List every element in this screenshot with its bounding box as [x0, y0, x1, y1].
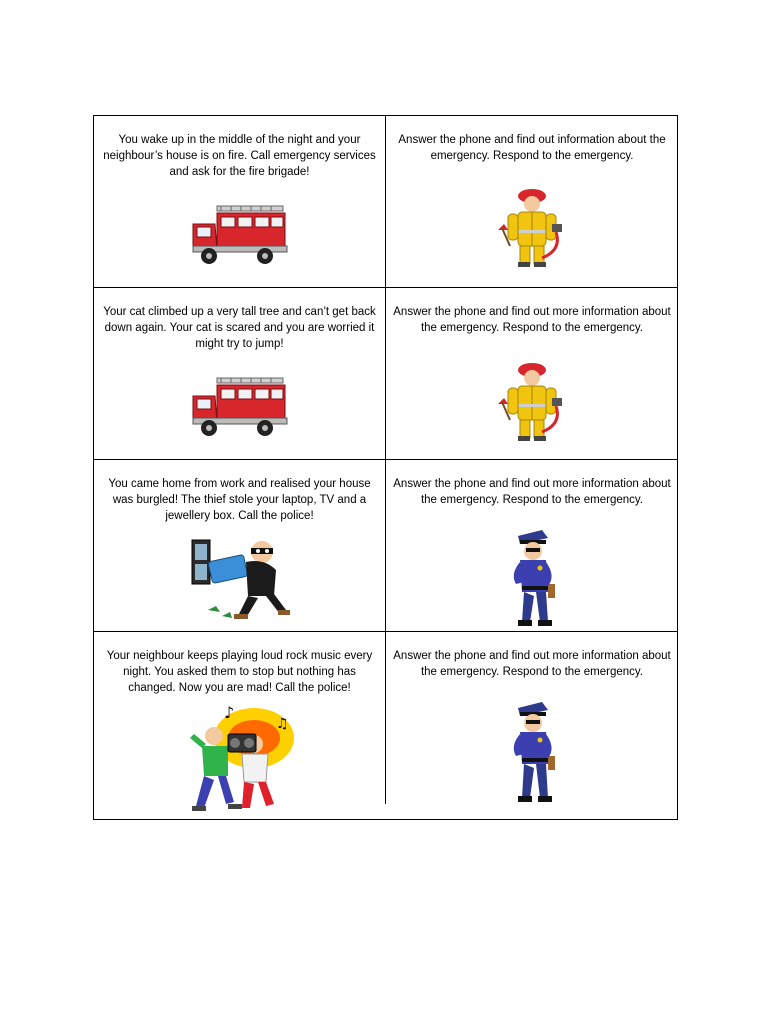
police-officer-icon — [502, 698, 562, 808]
role-play-card-grid — [93, 115, 678, 820]
card-response-cat — [386, 288, 678, 460]
card-response-text: Answer the phone and find out information about the emergency. Respond to the emergency. — [398, 134, 666, 162]
card-prompt-text: You came home from work and realised your house was burgled! The thief stole your laptop, TV and a jewellery box. Call the police! — [108, 478, 371, 522]
card-prompt-fire — [94, 116, 386, 288]
card-prompt-text: You wake up in the middle of the night and your neighbour’s house is on fire. Call emergency services and ask for the fire brigade! — [103, 134, 376, 178]
card-prompt-text: Your cat climbed up a very tall tree and can’t get back down again. Your cat is scared and you are worried it might try to jump! — [103, 306, 376, 350]
burglar-icon — [188, 536, 292, 622]
firefighter-icon — [492, 360, 572, 444]
card-response-fire — [386, 116, 678, 288]
svg-text:♫: ♫ — [275, 716, 289, 732]
fire-truck-icon — [191, 374, 289, 438]
loud-music-icon — [184, 700, 296, 816]
firefighter-icon — [492, 186, 572, 270]
card-response-noise — [386, 632, 678, 804]
police-officer-icon — [502, 526, 562, 630]
card-response-text: Answer the phone and find out more information about the emergency. Respond to the emergency. — [393, 306, 671, 334]
card-prompt-text: Your neighbour keeps playing loud rock music every night. You asked them to stop but nothing has changed. Now you are mad! Call the police! — [106, 650, 373, 694]
card-response-text: Answer the phone and find out more information about the emergency. Respond to the emergency. — [393, 650, 671, 678]
fire-truck-icon — [191, 202, 289, 266]
card-response-burglary — [386, 460, 678, 632]
card-response-text: Answer the phone and find out more information about the emergency. Respond to the emergency. — [393, 478, 671, 506]
card-prompt-cat — [94, 288, 386, 460]
svg-text:♪: ♪ — [223, 703, 234, 722]
card-prompt-noise — [94, 632, 386, 804]
card-prompt-burglary — [94, 460, 386, 632]
